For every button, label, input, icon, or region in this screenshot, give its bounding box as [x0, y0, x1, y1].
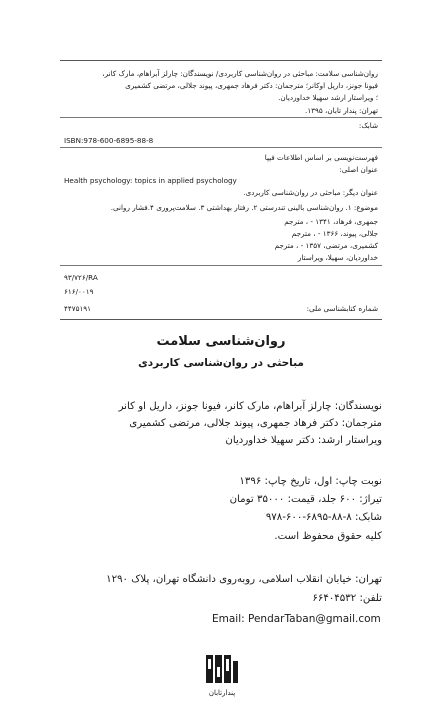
- catalog-line: فهرست‌نویسی بر اساس اطلاعات فیپا: [264, 153, 378, 162]
- book-subtitle: مباحثی در روان‌شناسی کاربردی: [138, 357, 304, 369]
- print-edition-line: نوبت چاپ: اول، تاریخ چاپ: ۱۳۹۶: [239, 476, 382, 487]
- catalog-classification: ۹۳/۷۲۶/RA: [64, 273, 98, 282]
- catalog-line: شابک:: [358, 121, 378, 130]
- catalog-line: فیونا جونز، داریل اوکانر؛ مترجمان: دکتر فرهاد جمهری، پیوند جلالی، مرتضی کشمیری: [125, 81, 378, 90]
- email-line: Email: PendarTaban@gmail.com: [212, 613, 381, 625]
- translators-line: مترجمان: دکتر فرهاد جمهری، پیوند جلالی، مرتضی کشمیری: [129, 418, 382, 429]
- catalog-line: شماره کتابشناسی ملی:: [306, 304, 378, 313]
- catalog-line: جمهری، فرهاد، ۱۳۴۱ - ، مترجم: [284, 217, 378, 226]
- catalog-line: ؛ ویراستار ارشد سهیلا خداوردیان.: [278, 93, 378, 102]
- rights-line: کلیه حقوق محفوظ است.: [274, 531, 382, 542]
- divider: [60, 147, 382, 148]
- catalog-line: عنوان اصلی:: [339, 165, 378, 174]
- catalog-line: موضوع: ۱. روان‌شناسی بالینی تندرستی ۲. رفتار بهداشتی ۳. سلامت‌پروری ۴.فشار روانی.: [110, 203, 378, 212]
- divider: [60, 117, 382, 118]
- catalog-isbn: ISBN:978-600-6895-88-8: [64, 136, 154, 145]
- catalog-dewey: ۶۱۶/۰۰۱۹: [64, 287, 94, 296]
- catalog-line: تهران: پندار تابان، ۱۳۹۵.: [305, 106, 378, 115]
- publisher-logo: [204, 653, 240, 699]
- catalog-line: عنوان دیگر: مباحثی در روان‌شناسی کاربردی.: [243, 188, 378, 197]
- book-title: روان‌شناسی سلامت: [156, 334, 286, 349]
- divider: [60, 265, 382, 266]
- circulation-price-line: تیراژ: ۶۰۰ جلد، قیمت: ۳۵۰۰۰ تومان: [229, 494, 382, 505]
- catalog-line: جلالی، پیوند، ۱۳۶۶ - ، مترجم: [291, 229, 378, 238]
- isbn-line: شابک: ۸-۸۸-۶۸۹۵-۶۰۰-۹۷۸: [265, 512, 382, 523]
- catalog-line: خداوردیان، سهیلا، ویراستار: [297, 253, 378, 262]
- authors-line: نویسندگان: چارلز آبراهام، مارک کانر، فیونا جونز، داریل او کانر: [118, 401, 382, 412]
- catalog-line: کشمیری، مرتضی، ۱۳۵۷ - ، مترجم: [274, 241, 378, 250]
- editor-line: ویراستار ارشد: دکتر سهیلا خداوردیان: [225, 435, 382, 446]
- catalog-national-number: ۴۴۷۵۱۹۱: [64, 304, 92, 313]
- cataloging-block: [60, 60, 382, 320]
- catalog-line: روان‌شناسی سلامت: مباحثی در روان‌شناسی کاربردی/ نویسندگان: چارلز آبراهام، مارک کانر،: [102, 69, 378, 78]
- publisher-logo-mark: [204, 653, 240, 699]
- phone-line: تلفن: ۶۶۴۰۴۵۳۲: [312, 593, 382, 604]
- catalog-original-title: Health psychology: topics in applied psychology: [64, 176, 237, 185]
- publisher-logo-caption: پندارتابان: [208, 689, 236, 697]
- address-line: تهران: خیابان انقلاب اسلامی، روبه‌روی دانشگاه تهران، پلاک ۱۲۹۰: [106, 574, 382, 585]
